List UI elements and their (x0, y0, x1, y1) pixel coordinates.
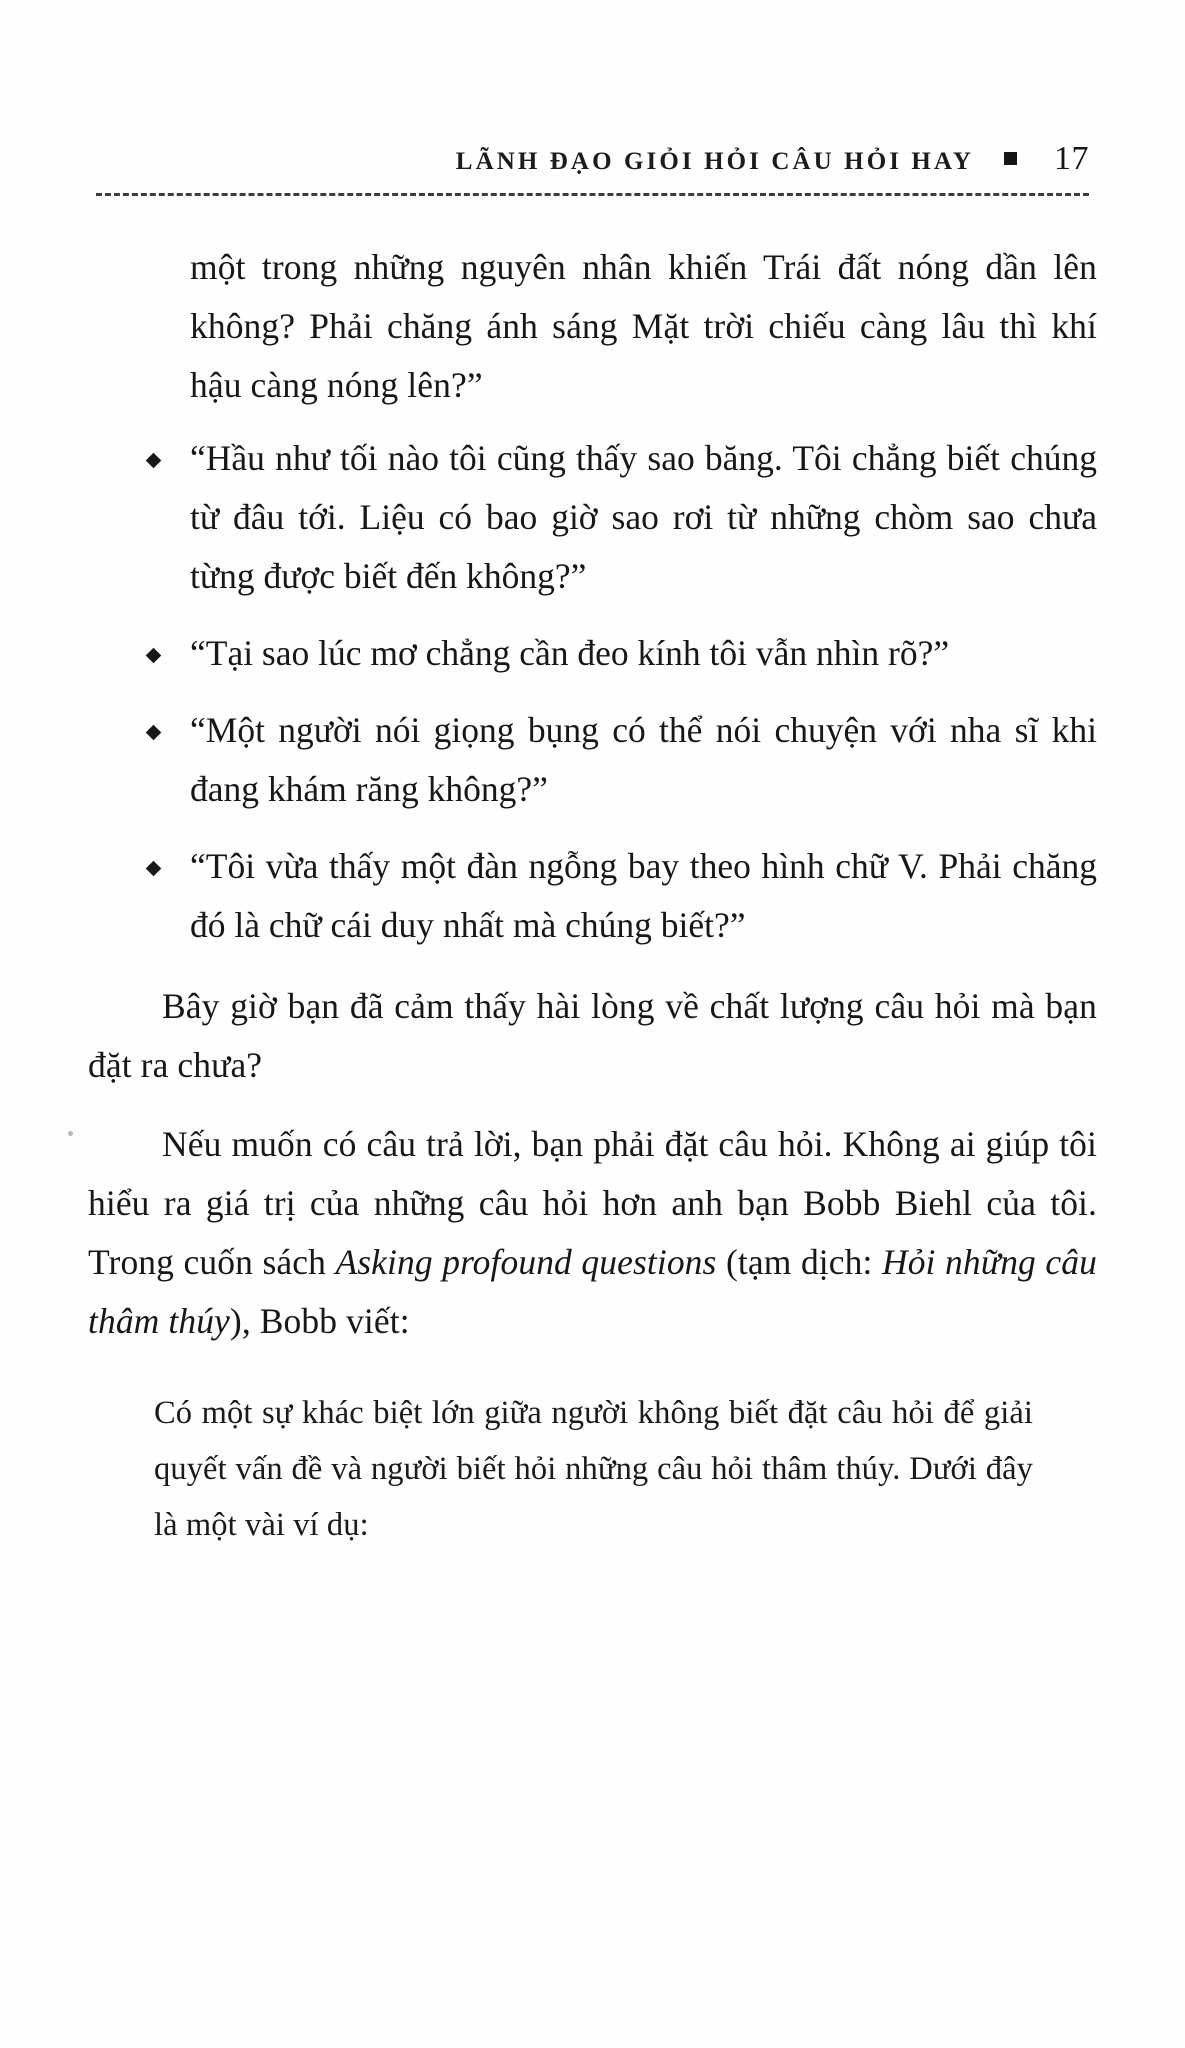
question-bullet-list (88, 429, 1097, 955)
page-content (88, 238, 1097, 1553)
list-item-text: “Một người nói giọng bụng có thể nói chuyện với nha sĩ khi đang khám răng không?” (190, 710, 1097, 809)
scan-speck (68, 1131, 73, 1136)
list-item (88, 837, 1097, 955)
block-quote-text: Có một sự khác biệt lớn giữa người không biết đặt câu hỏi để giải quyết vấn đề và người biết hỏi những câu hỏi thâm thúy. Dưới đây là một vài ví dụ: (154, 1395, 1033, 1543)
continued-paragraph: một trong những nguyên nhân khiến Trái đất nóng dần lên không? Phải chăng ánh sáng Mặt trời chiếu càng lâu thì khí hậu càng nóng lên?” (190, 247, 1097, 405)
paragraph-text-part-3: ), Bobb viết: (229, 1301, 410, 1341)
paragraph-satisfaction: Bây giờ bạn đã cảm thấy hài lòng về chất lượng câu hỏi mà bạn đặt ra chưa? (88, 986, 1097, 1085)
diamond-bullet-icon (146, 453, 162, 469)
list-item (88, 701, 1097, 819)
list-item-text: “Tôi vừa thấy một đàn ngỗng bay theo hình chữ V. Phải chăng đó là chữ cái duy nhất mà chúng biết?” (190, 846, 1097, 945)
header-divider-rule (96, 193, 1089, 196)
paragraph-text-part-1: Nếu muốn có câu trả lời, bạn phải đặt câu hỏi. Không ai giúp tôi hiểu ra giá trị của những câu hỏi hơn anh bạn Bobb Biehl của tôi. Trong cuốn sách (88, 1124, 1097, 1282)
diamond-bullet-icon (146, 648, 162, 664)
book-title-italic: Asking profound questions (335, 1242, 717, 1282)
square-bullet-icon (1004, 152, 1017, 165)
book-title-translation-italic: Hỏi những câu thâm thúy (88, 1242, 1097, 1341)
running-head-title: LÃNH ĐẠO GIỎI HỎI CÂU HỎI HAY (455, 148, 974, 175)
diamond-bullet-icon (146, 861, 162, 877)
diamond-bullet-icon (146, 725, 162, 741)
block-quote-extract (88, 1385, 1097, 1553)
list-item (88, 624, 1097, 683)
list-item-text: “Tại sao lúc mơ chẳng cần đeo kính tôi vẫn nhìn rõ?” (190, 633, 950, 673)
running-head (96, 140, 1089, 178)
paragraph-text-part-2: (tạm dịch: (716, 1242, 882, 1282)
paragraph-bobb-biehl (88, 1115, 1097, 1351)
list-item (88, 429, 1097, 606)
page-number: 17 (1054, 140, 1089, 177)
list-item-text: “Hầu như tối nào tôi cũng thấy sao băng. Tôi chẳng biết chúng từ đâu tới. Liệu có bao giờ sao rơi từ những chòm sao chưa từng được biết đến không?” (190, 438, 1097, 596)
